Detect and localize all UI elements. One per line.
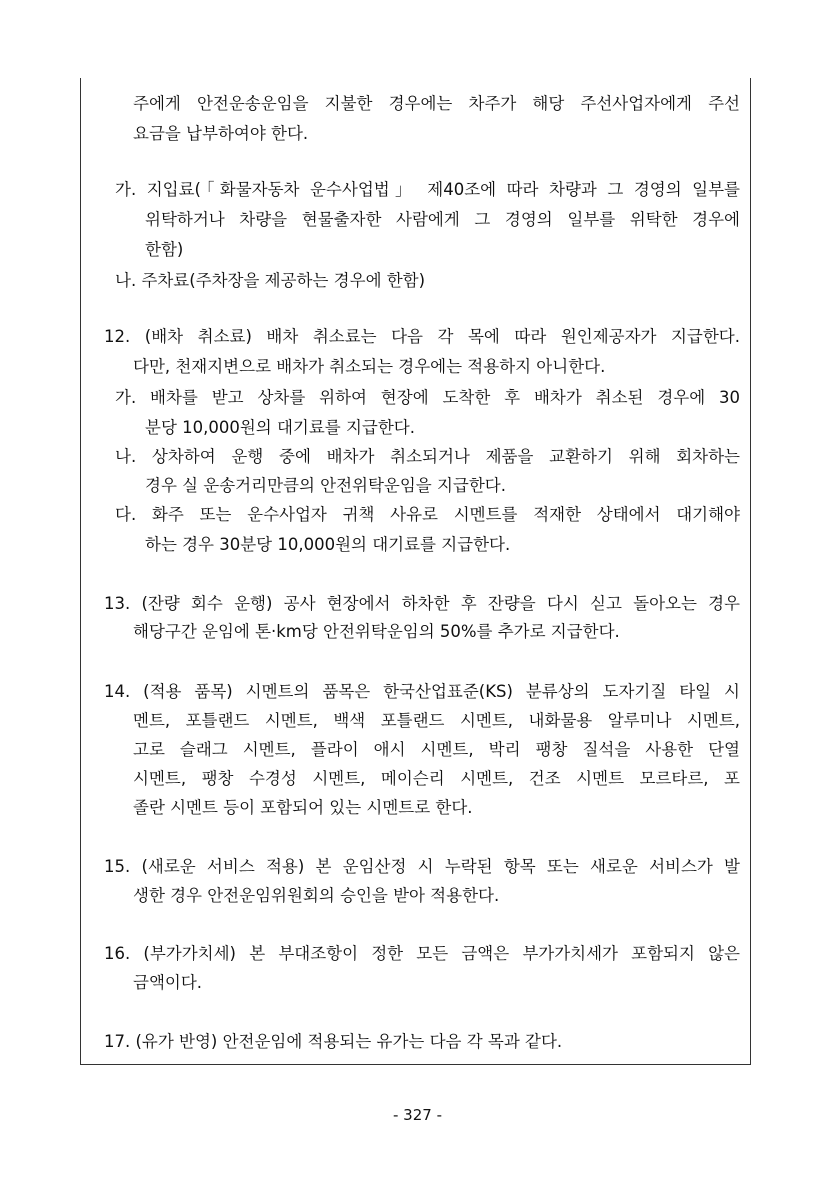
section-15-line-1: 15. (새로운 서비스 적용) 본 운임산정 시 누락된 항목 또는 새로운 서비스가 발 (104, 857, 740, 876)
section-13-line-2: 해당구간 운임에 톤·km당 안전위탁운임의 50%를 추가로 지급한다. (133, 622, 620, 641)
section-14-line-4: 시멘트, 팽창 수경성 시멘트, 메이슨리 시멘트, 건조 시멘트 모르타르, 포 (133, 769, 740, 788)
section-17-line-1: 17. (유가 반영) 안전운임에 적용되는 유가는 다음 각 목과 같다. (104, 1032, 563, 1051)
item-ga-line-2: 위탁하거나 차량을 현물출자한 사람에게 그 경영의 일부를 위탁한 경우에 (145, 210, 740, 229)
section-16-line-1: 16. (부가가치세) 본 부대조항이 정한 모든 금액은 부가가치세가 포함되지 않은 (104, 944, 740, 963)
page-number: - 327 - (393, 1106, 442, 1124)
section-14-line-1: 14. (적용 품목) 시멘트의 품목은 한국산업표준(KS) 분류상의 도자기질 타일 시 (104, 682, 740, 701)
section-12-ga-line-1: 가. 배차를 받고 상차를 위하여 현장에 도착한 후 배차가 취소된 경우에 30 (115, 388, 740, 407)
section-14-line-2: 멘트, 포틀랜드 시멘트, 백색 포틀랜드 시멘트, 내화물용 알루미나 시멘트, (133, 711, 740, 730)
section-13-line-1: 13. (잔량 회수 운행) 공사 현장에서 하차한 후 잔량을 다시 싣고 돌아오는 경우 (104, 594, 740, 613)
section-12-line-1: 12. (배차 취소료) 배차 취소료는 다음 각 목에 따라 원인제공자가 지급한다. (104, 327, 740, 346)
section-12-ga-line-2: 분당 10,000원의 대기료를 지급한다. (145, 418, 415, 437)
item-ga-line-3: 한함) (145, 240, 184, 259)
section-12-na-line-2: 경우 실 운송거리만큼의 안전위탁운임을 지급한다. (145, 476, 506, 495)
intro-line-1: 주에게 안전운송운임을 지불한 경우에는 차주가 해당 주선사업자에게 주선 (133, 94, 740, 113)
section-12-na-line-1: 나. 상차하여 운행 중에 배차가 취소되거나 제품을 교환하기 위해 회차하는 (115, 447, 740, 466)
section-14-line-5: 졸란 시멘트 등이 포함되어 있는 시멘트로 한다. (133, 798, 473, 817)
section-12-line-2: 다만, 천재지변으로 배차가 취소되는 경우에는 적용하지 아니한다. (133, 357, 606, 376)
item-na-line-1: 나. 주차료(주차장을 제공하는 경우에 한함) (115, 271, 426, 290)
section-16-line-2: 금액이다. (133, 973, 203, 992)
intro-line-2: 요금을 납부하여야 한다. (133, 124, 309, 143)
section-12-da-line-1: 다. 화주 또는 운수사업자 귀책 사유로 시멘트를 적재한 상태에서 대기해야 (115, 505, 740, 524)
item-ga-line-1: 가. 지입료(「화물자동차 운수사업법」 제40조에 따라 차량과 그 경영의 일부를 (115, 180, 740, 199)
section-12-da-line-2: 하는 경우 30분당 10,000원의 대기료를 지급한다. (145, 535, 511, 554)
section-14-line-3: 고로 슬래그 시멘트, 플라이 애시 시멘트, 박리 팽창 질석을 사용한 단열 (133, 740, 740, 759)
section-15-line-2: 생한 경우 안전운임위원회의 승인을 받아 적용한다. (133, 886, 500, 905)
